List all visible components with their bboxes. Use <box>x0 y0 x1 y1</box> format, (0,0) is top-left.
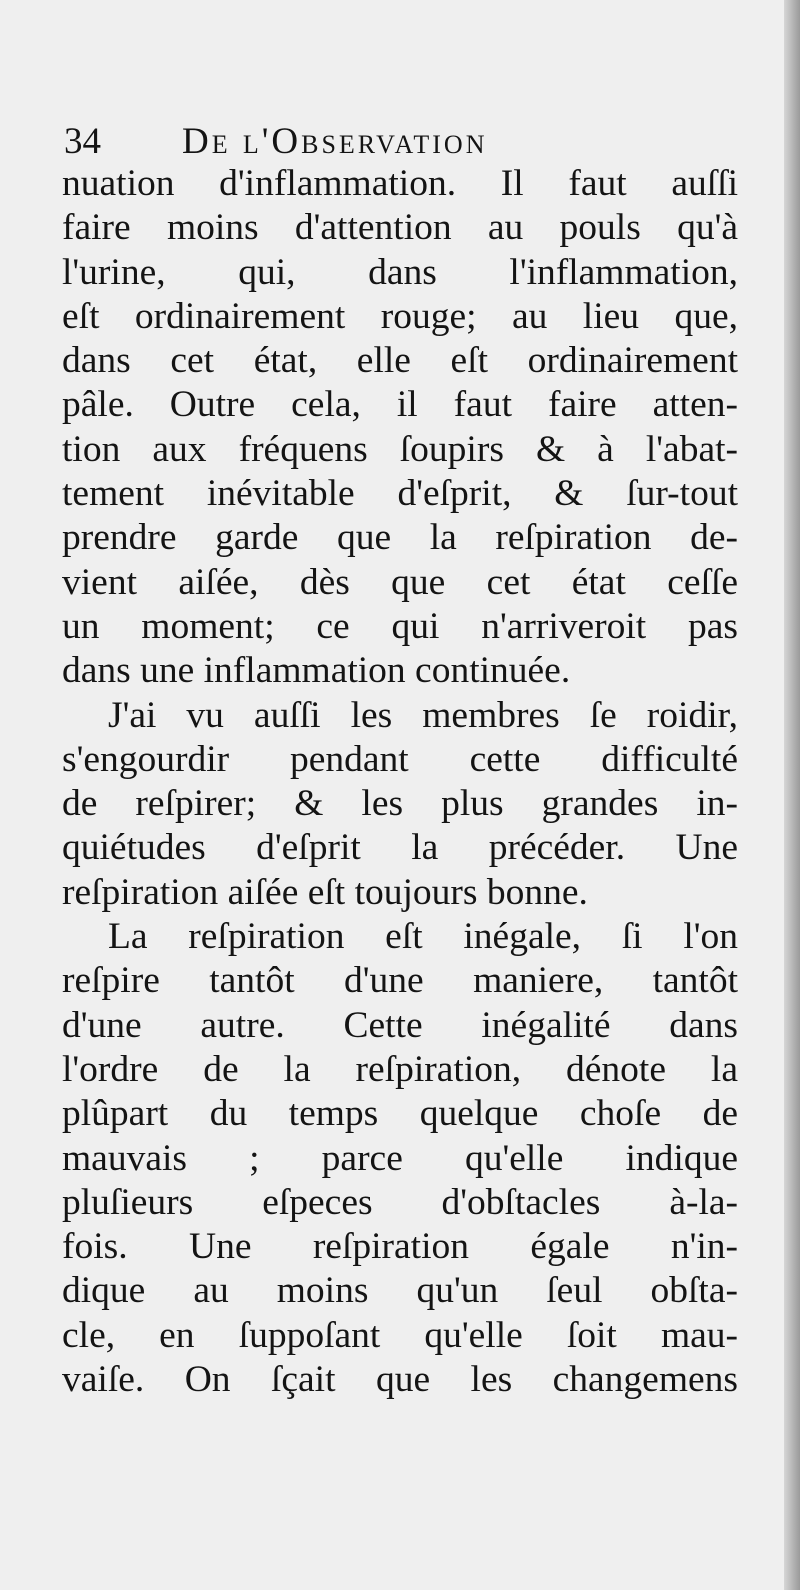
text-line: dique au moins qu'un ſeul obſta- <box>62 1270 738 1312</box>
text-line: reſpire tantôt d'une maniere, tantôt <box>62 960 738 1002</box>
page-number: 34 <box>64 121 101 162</box>
text-line: mauvais ; parce qu'elle indique <box>62 1137 738 1179</box>
text-line: eſt ordinairement rouge; au lieu que, <box>62 295 738 337</box>
text-line: reſpiration aiſée eſt toujours bonne. <box>62 871 588 913</box>
text-line: pâle. Outre cela, il faut faire atten- <box>62 384 738 426</box>
text-line: quiétudes d'eſprit la précéder. Une <box>62 827 738 869</box>
text-line: vaiſe. On ſçait que les changemens <box>62 1359 738 1401</box>
page-header <box>64 117 744 167</box>
text-line: faire moins d'attention au pouls qu'à <box>62 207 738 249</box>
text-line: prendre garde que la reſpiration de- <box>62 517 738 559</box>
text-line: d'une autre. Cette inégalité dans <box>62 1004 738 1046</box>
body-text <box>62 162 738 1402</box>
page-edge-shadow <box>784 0 800 1590</box>
text-line: nuation d'inflammation. Il faut auſſi <box>62 163 738 204</box>
text-line: cle, en ſuppoſant qu'elle ſoit mau- <box>62 1314 738 1356</box>
text-line: La reſpiration eſt inégale, ſi l'on <box>108 916 738 958</box>
text-line: dans une inflammation continuée. <box>62 650 571 692</box>
text-line: de reſpirer; & les plus grandes in- <box>62 783 738 825</box>
text-line: pluſieurs eſpeces d'obſtacles à-la- <box>62 1181 738 1223</box>
text-line: un moment; ce qui n'arriveroit pas <box>62 605 738 647</box>
text-line: J'ai vu auſſi les membres ſe roidir, <box>108 694 738 736</box>
text-line: tement inévitable d'eſprit, & ſur-tout <box>62 473 738 515</box>
text-line: l'ordre de la reſpiration, dénote la <box>62 1048 738 1090</box>
text-line: tion aux fréquens ſoupirs & à l'abat- <box>62 428 738 470</box>
text-line: vient aiſée, dès que cet état ceſſe <box>62 561 738 603</box>
text-line: plûpart du temps quelque choſe de <box>62 1093 738 1135</box>
text-line: dans cet état, elle eſt ordinairement <box>62 340 738 382</box>
running-title: De l'Observation <box>182 121 488 162</box>
text-line: s'engourdir pendant cette difficulté <box>62 738 738 780</box>
text-line: fois. Une reſpiration égale n'in- <box>62 1226 738 1268</box>
text-line: l'urine, qui, dans l'inflammation, <box>62 251 738 293</box>
